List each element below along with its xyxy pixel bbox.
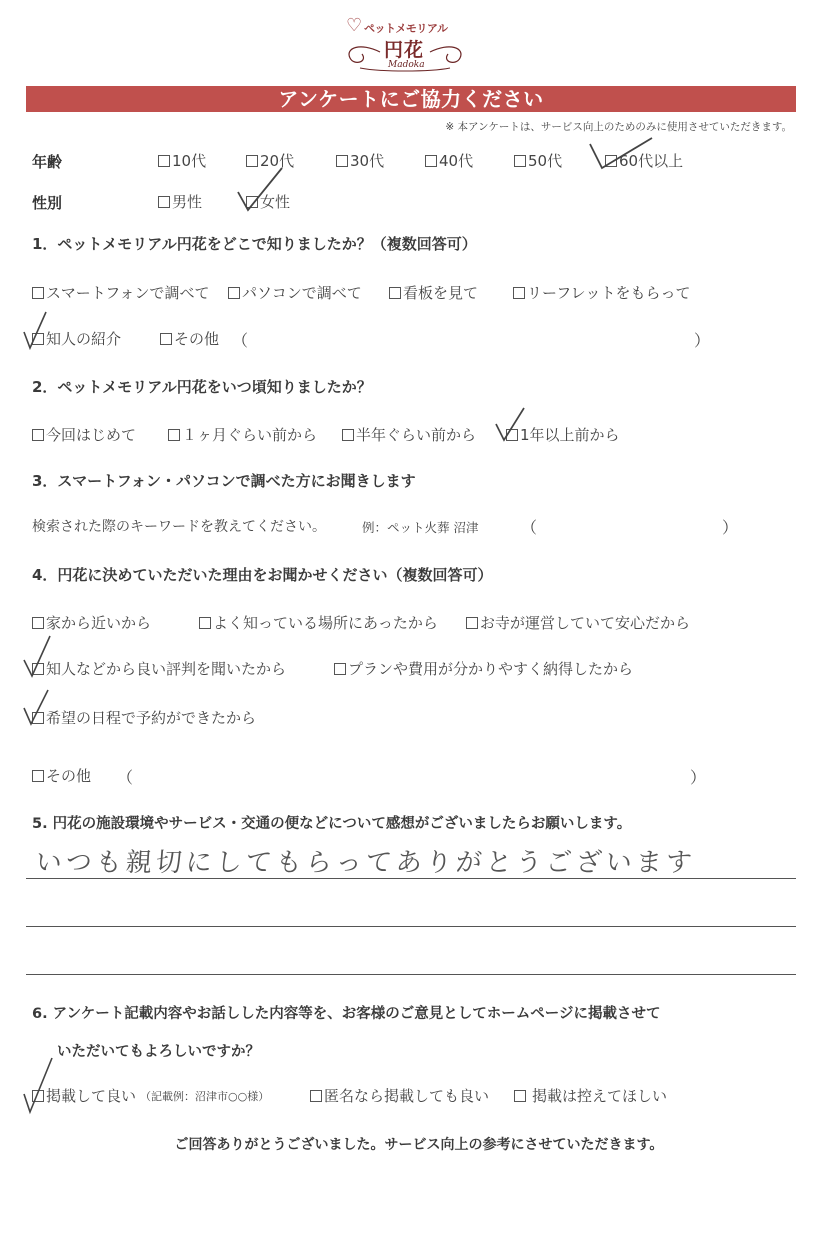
q1-option-signboard[interactable]: 看板を見て bbox=[389, 282, 478, 303]
q4-option-known-place[interactable]: よく知っている場所にあったから bbox=[199, 612, 438, 633]
checkbox[interactable] bbox=[246, 155, 258, 167]
age-option-30s[interactable]: 30代 bbox=[336, 150, 384, 171]
q3-prompt: 検索された際のキーワードを教えてください。 bbox=[32, 519, 326, 535]
checkmark-icon bbox=[236, 168, 286, 212]
usage-note: ※ 本アンケートは、サービス向上のためのみに使用させていただきます。 bbox=[445, 121, 792, 133]
question-3-title: 3．スマートフォン・パソコンで調べた方にお聞きします bbox=[32, 472, 416, 490]
gender-option-female[interactable]: 女性 bbox=[246, 191, 290, 212]
checkbox[interactable] bbox=[513, 287, 525, 299]
page-title: アンケートにご協力ください bbox=[278, 87, 544, 111]
logo bbox=[340, 14, 470, 76]
checkmark-icon bbox=[494, 408, 530, 442]
q1-option-smartphone[interactable]: スマートフォンで調べて bbox=[32, 282, 210, 303]
question-4-title: 4．円花に決めていただいた理由をお聞かせください（複数回答可） bbox=[32, 566, 493, 584]
question-6-title-line2: いただいてもよろしいですか？ bbox=[57, 1044, 260, 1060]
q3-open-paren: （ bbox=[521, 518, 538, 537]
q4-other-close-paren: ） bbox=[690, 768, 707, 787]
logo-top-text: ペットメモリアル bbox=[364, 22, 448, 35]
title-banner bbox=[26, 86, 796, 112]
age-option-20s[interactable]: 20代 bbox=[246, 150, 294, 171]
q1-other-open-paren: （ bbox=[232, 331, 249, 350]
checkbox[interactable] bbox=[32, 429, 44, 441]
q6-option-anonymous[interactable]: 匿名なら掲載しても良い bbox=[310, 1085, 489, 1106]
q4-option-preferred-schedule[interactable]: 希望の日程で予約ができたから bbox=[32, 707, 256, 728]
checkbox[interactable] bbox=[336, 155, 348, 167]
q4-option-temple-run[interactable]: お寺が運営していて安心だから bbox=[466, 612, 690, 633]
q4-option-near-home[interactable]: 家から近いから bbox=[32, 612, 151, 633]
q4-other-open-paren: （ bbox=[117, 768, 134, 787]
answer-line-1 bbox=[26, 878, 796, 879]
question-6-title-line1: 6. アンケート記載内容やお話しした内容等を、お客様のご意見としてホームページに掲載させて bbox=[32, 1006, 661, 1022]
checkbox[interactable] bbox=[199, 617, 211, 629]
q1-option-referral[interactable]: 知人の紹介 bbox=[32, 328, 121, 349]
age-option-40s[interactable]: 40代 bbox=[425, 150, 473, 171]
q4-option-clear-pricing[interactable]: プランや費用が分かりやすく納得したから bbox=[334, 658, 633, 679]
heart-icon: ♡ bbox=[346, 15, 363, 36]
checkbox[interactable] bbox=[466, 617, 478, 629]
q4-option-other[interactable]: その他 bbox=[32, 765, 91, 786]
q6-option-decline[interactable]: 掲載は控えてほしい bbox=[514, 1085, 667, 1106]
checkmark-icon bbox=[22, 1058, 56, 1114]
question-5-title: 5. 円花の施設環境やサービス・交通の便などについて感想がございましたらお願いします。 bbox=[32, 816, 632, 832]
age-label: 年齢 bbox=[32, 153, 63, 171]
q3-example: 例：ペット火葬 沼津 bbox=[362, 520, 479, 535]
checkmark-icon bbox=[22, 636, 52, 678]
checkbox[interactable] bbox=[158, 155, 170, 167]
age-option-50s[interactable]: 50代 bbox=[514, 150, 562, 171]
checkbox[interactable] bbox=[310, 1090, 322, 1102]
checkmark-icon bbox=[22, 312, 48, 350]
checkbox[interactable] bbox=[32, 770, 44, 782]
q2-option-1-month[interactable]: １ヶ月ぐらい前から bbox=[168, 424, 317, 445]
ornament-icon bbox=[340, 34, 470, 74]
question-2-title: 2．ペットメモリアル円花をいつ頃知りましたか？ bbox=[32, 378, 372, 396]
checkbox[interactable] bbox=[514, 155, 526, 167]
q6-option-allow[interactable]: 掲載して良い （記載例：沼津市○○様） bbox=[32, 1085, 269, 1106]
q3-keyword-input[interactable] bbox=[538, 513, 718, 535]
gender-option-male[interactable]: 男性 bbox=[158, 191, 202, 212]
answer-line-3 bbox=[26, 974, 796, 975]
checkmark-icon bbox=[588, 138, 658, 174]
checkmark-icon bbox=[22, 690, 50, 726]
gender-label: 性別 bbox=[32, 194, 63, 212]
age-option-60s-plus[interactable]: 60代以上 bbox=[605, 150, 683, 171]
checkbox[interactable] bbox=[514, 1090, 526, 1102]
q3-close-paren: ） bbox=[722, 518, 739, 537]
q2-option-half-year[interactable]: 半年ぐらい前から bbox=[342, 424, 476, 445]
q4-option-good-reputation[interactable]: 知人などから良い評判を聞いたから bbox=[32, 658, 286, 679]
q1-option-other[interactable]: その他 bbox=[160, 328, 219, 349]
age-option-10s[interactable]: 10代 bbox=[158, 150, 206, 171]
checkbox[interactable] bbox=[32, 617, 44, 629]
checkbox[interactable] bbox=[228, 287, 240, 299]
q1-option-leaflet[interactable]: リーフレットをもらって bbox=[513, 282, 691, 303]
thank-you-message: ご回答ありがとうございました。サービス向上の参考にさせていただきます。 bbox=[174, 1137, 664, 1153]
q5-handwritten-answer[interactable]: いつも親切にしてもらってありがとうございます bbox=[34, 848, 697, 878]
q6-allow-example: （記載例：沼津市○○様） bbox=[140, 1089, 270, 1103]
q1-other-close-paren: ） bbox=[694, 331, 711, 350]
q1-option-pc[interactable]: パソコンで調べて bbox=[228, 282, 362, 303]
logo-sub-text: Madoka bbox=[388, 60, 425, 70]
checkbox[interactable] bbox=[342, 429, 354, 441]
q1-other-input[interactable] bbox=[250, 326, 690, 348]
q2-option-over-1-year[interactable]: 1年以上前から bbox=[506, 424, 620, 445]
checkbox[interactable] bbox=[158, 196, 170, 208]
checkbox[interactable] bbox=[389, 287, 401, 299]
q4-other-input[interactable] bbox=[134, 763, 684, 785]
logo-main-text: 円花 bbox=[384, 39, 425, 61]
answer-line-2 bbox=[26, 926, 796, 927]
question-1-title: 1．ペットメモリアル円花をどこで知りましたか？（複数回答可） bbox=[32, 235, 477, 253]
checkbox[interactable] bbox=[32, 287, 44, 299]
q2-option-first-time[interactable]: 今回はじめて bbox=[32, 424, 136, 445]
checkbox[interactable] bbox=[160, 333, 172, 345]
checkbox[interactable] bbox=[334, 663, 346, 675]
checkbox[interactable] bbox=[168, 429, 180, 441]
checkbox[interactable] bbox=[425, 155, 437, 167]
